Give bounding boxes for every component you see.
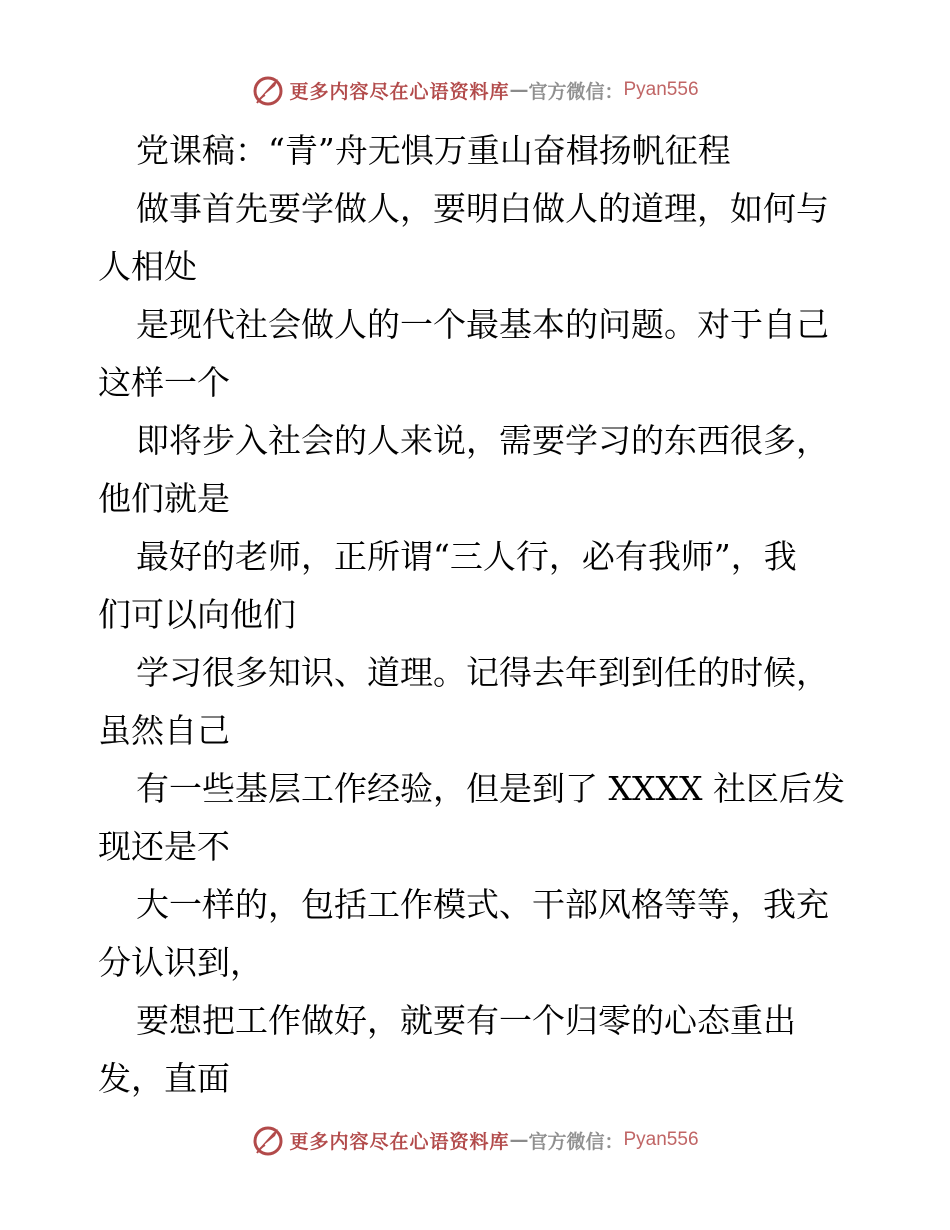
paragraph-line: 大一样的，包括工作模式、干部风格等等，我充 xyxy=(136,885,829,924)
footer-banner xyxy=(0,1120,950,1160)
paragraph-line: 人相处 xyxy=(98,247,197,286)
paragraph-line: 分认识到， xyxy=(98,943,263,982)
document-body xyxy=(98,122,858,1108)
paragraph-line: 这样一个 xyxy=(98,363,230,402)
paragraph-line: 要想把工作做好，就要有一个归零的心态重出 xyxy=(136,1001,796,1040)
banner-wechat-label: 官方微信： xyxy=(528,1130,624,1153)
paragraph-line: 学习很多知识、道理。记得去年到到任的时候， xyxy=(136,653,829,692)
pen-logo-icon xyxy=(251,73,285,107)
paragraph-line: 最好的老师，正所谓“三人行，必有我师”，我 xyxy=(136,537,797,576)
paragraph-line: 他们就是 xyxy=(98,479,230,518)
document-title: 党课稿：“青”舟无惧万重山奋楫扬帆征程 xyxy=(136,131,731,170)
paragraph-line: 发，直面 xyxy=(98,1059,230,1098)
header-banner xyxy=(0,70,950,110)
paragraph-line: 有一些基层工作经验，但是到了 XXXX 社区后发 xyxy=(136,769,845,808)
paragraph-line: 现还是不 xyxy=(98,827,230,866)
banner-main-text: 更多内容尽在心语资料库 xyxy=(289,80,510,103)
banner-wechat-label: 官方微信： xyxy=(528,80,624,103)
paragraph-line: 虽然自己 xyxy=(98,711,230,750)
paragraph-line: 们可以向他们 xyxy=(98,595,296,634)
banner-wechat-id: Pyan556 xyxy=(623,1129,699,1150)
banner-dash: — xyxy=(509,1129,529,1151)
pen-logo-icon xyxy=(251,1123,285,1157)
paragraph-line: 是现代社会做人的一个最基本的问题。对于自己 xyxy=(136,305,829,344)
banner-main-text: 更多内容尽在心语资料库 xyxy=(289,1130,510,1153)
paragraph-line: 做事首先要学做人，要明白做人的道理，如何与 xyxy=(136,189,829,228)
banner-wechat-id: Pyan556 xyxy=(623,79,699,100)
paragraph-line: 即将步入社会的人来说，需要学习的东西很多， xyxy=(136,421,829,460)
banner-dash: — xyxy=(509,79,529,101)
